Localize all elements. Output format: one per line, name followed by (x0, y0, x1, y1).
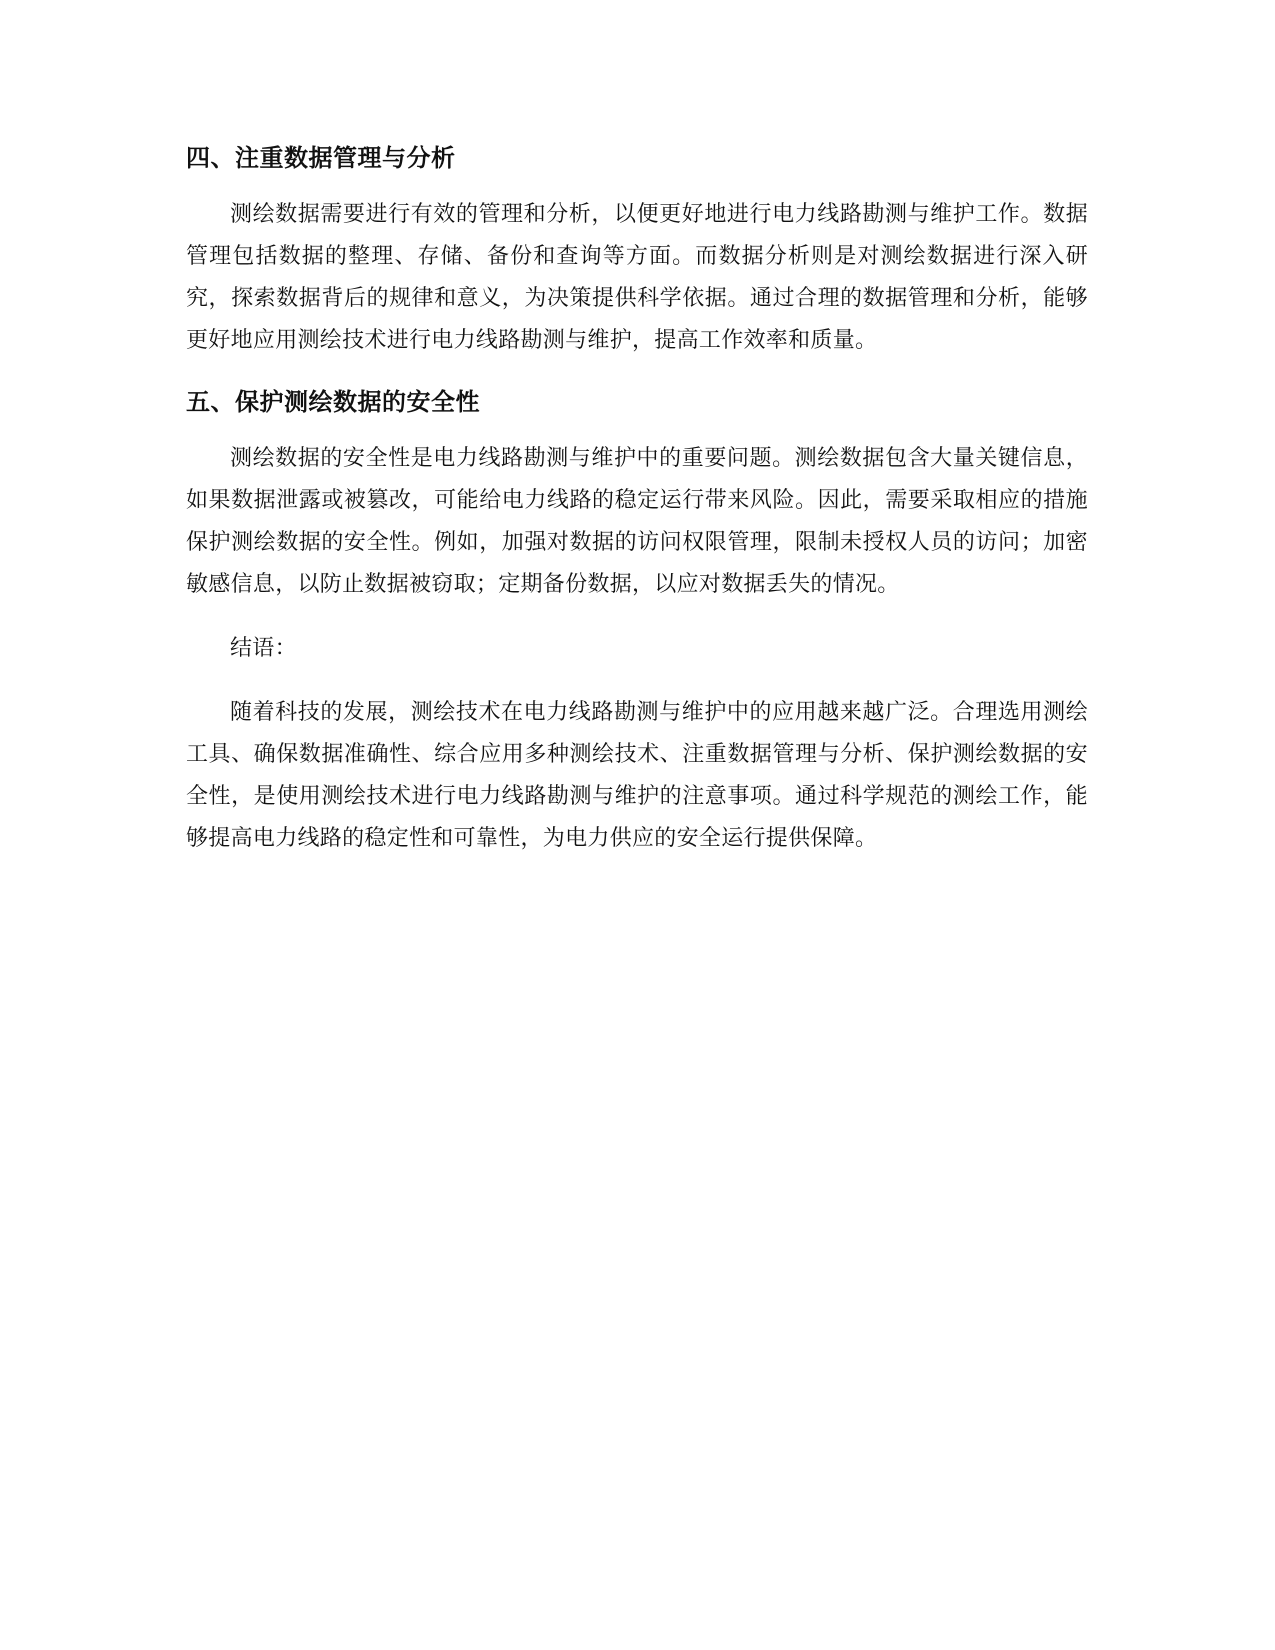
paragraph-conclusion: 随着科技的发展，测绘技术在电力线路勘测与维护中的应用越来越广泛。合理选用测绘工具、确保数据准确性、综合应用多种测绘技术、注重数据管理与分析、保护测绘数据的安全性，是使用测绘技术进行电力线路勘测与维护的注意事项。通过科学规范的测绘工作，能够提高电力线路的稳定性和可靠性，为电力供应的安全运行提供保障。 (186, 700, 1088, 851)
section-heading-4: 四、注重数据管理与分析 (186, 144, 456, 172)
section-heading-5: 五、保护测绘数据的安全性 (186, 388, 480, 416)
paragraph-data-management: 测绘数据需要进行有效的管理和分析，以便更好地进行电力线路勘测与维护工作。数据管理包括数据的整理、存储、备份和查询等方面。而数据分析则是对测绘数据进行深入研究，探索数据背后的规律和意义，为决策提供科学依据。通过合理的数据管理和分析，能够更好地应用测绘技术进行电力线路勘测与维护，提高工作效率和质量。 (186, 202, 1088, 353)
paragraph-conclusion-label: 结语： (230, 636, 297, 661)
paragraph-data-security: 测绘数据的安全性是电力线路勘测与维护中的重要问题。测绘数据包含大量关键信息，如果数据泄露或被篡改，可能给电力线路的稳定运行带来风险。因此，需要采取相应的措施保护测绘数据的安全性。例如，加强对数据的访问权限管理，限制未授权人员的访问；加密敏感信息，以防止数据被窃取；定期备份数据，以应对数据丢失的情况。 (186, 446, 1088, 597)
document-body (186, 140, 1088, 882)
